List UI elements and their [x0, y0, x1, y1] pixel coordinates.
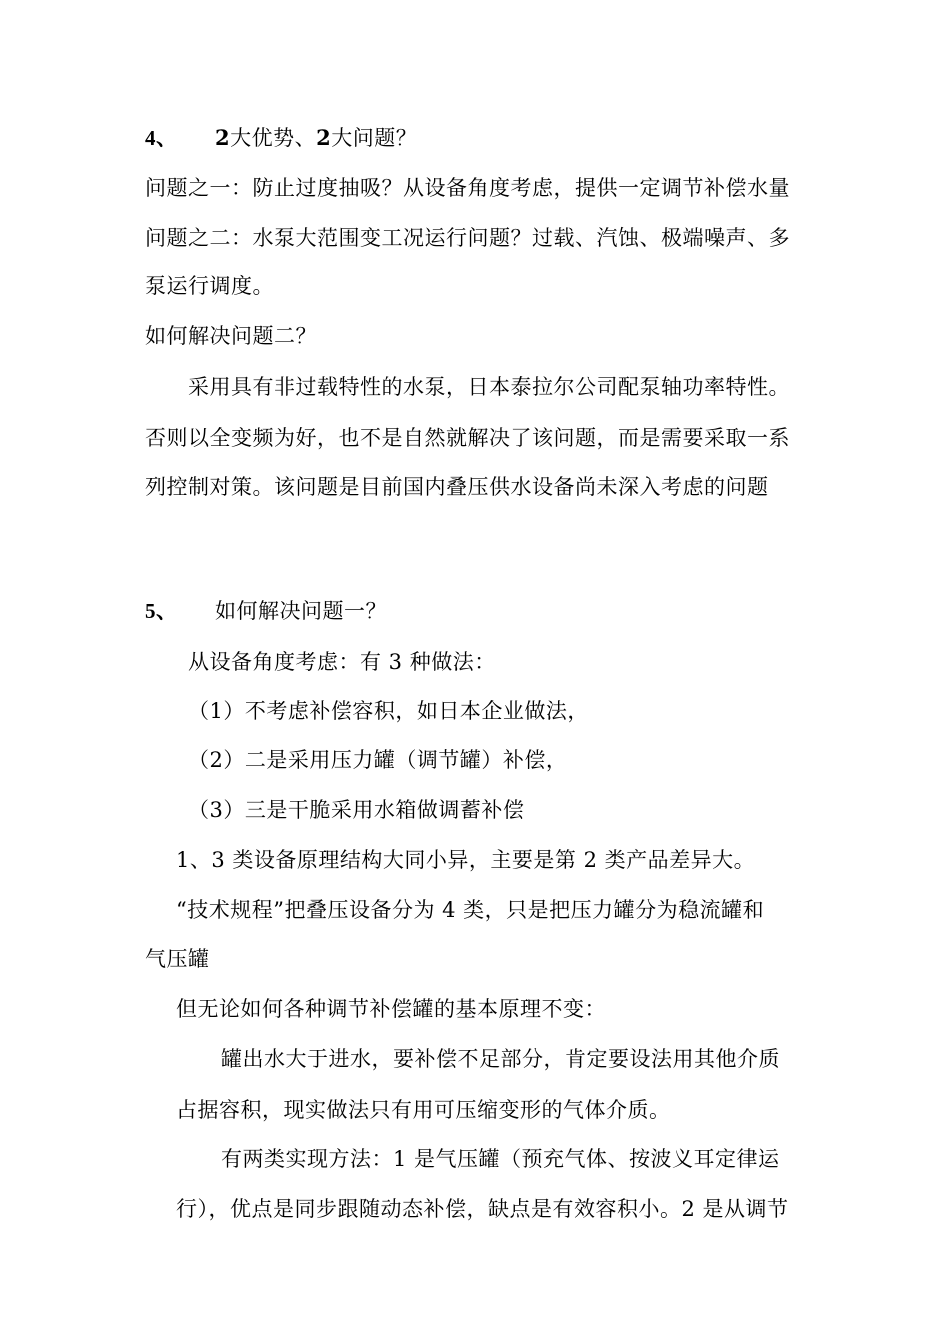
how-solve-two: 如何解决问题二？: [145, 324, 317, 348]
section-5-title: 如何解决问题一？: [215, 599, 387, 623]
section-5-number: 5、: [145, 599, 178, 623]
problem-one-line: 问题之一：防止过度抽吸？从设备角度考虑，提供一定调节补偿水量: [145, 176, 790, 200]
problem-two-line-1: 问题之二：水泵大范围变工况运行问题？过载、汽蚀、极端噪声、多: [145, 226, 790, 250]
method-1: （1）不考虑补偿容积，如日本企业做法，: [188, 699, 589, 723]
section-4-title-num-b: 2: [316, 125, 332, 150]
method-2: （2）二是采用压力罐（调节罐）补偿，: [188, 748, 568, 772]
answer-line-1: 采用具有非过载特性的水泵，日本泰拉尔公司配泵轴功率特性。: [188, 375, 790, 399]
methods-intro: 从设备角度考虑：有 3 种做法：: [188, 650, 496, 674]
section-4-heading: [145, 124, 417, 152]
answer-line-3: 列控制对策。该问题是目前国内叠压供水设备尚未深入考虑的问题: [145, 475, 769, 499]
problem-two-line-2: 泵运行调度。: [145, 274, 274, 298]
paragraph-2-line-1: 有两类实现方法：1 是气压罐（预充气体、按波义耳定律运: [221, 1147, 780, 1171]
section-4-title-end: 大问题？: [331, 126, 418, 150]
answer-line-2: 否则以全变频为好，也不是自然就解决了该问题，而是需要采取一系: [145, 426, 790, 450]
section-4-title-mid: 大优势、: [230, 126, 317, 150]
section-4-number: 4、: [145, 126, 178, 150]
section-5-heading: [145, 597, 387, 625]
principle-line: 但无论如何各种调节补偿罐的基本原理不变：: [176, 997, 606, 1021]
note-1: 1、3 类设备原理结构大同小异，主要是第 2 类产品差异大。: [176, 848, 756, 872]
paragraph-1-line-1: 罐出水大于进水，要补偿不足部分，肯定要设法用其他介质: [221, 1047, 780, 1071]
method-3: （3）三是干脆采用水箱做调蓄补偿: [188, 798, 525, 822]
section-4-title-num-a: 2: [215, 125, 231, 150]
note-2-line-2: 气压罐: [145, 947, 210, 971]
paragraph-1-line-2: 占据容积，现实做法只有用可压缩变形的气体介质。: [176, 1098, 671, 1122]
paragraph-2-line-2: 行），优点是同步跟随动态补偿，缺点是有效容积小。2 是从调节: [176, 1197, 789, 1221]
note-2-line-1: “技术规程”把叠压设备分为 4 类，只是把压力罐分为稳流罐和: [176, 898, 765, 922]
